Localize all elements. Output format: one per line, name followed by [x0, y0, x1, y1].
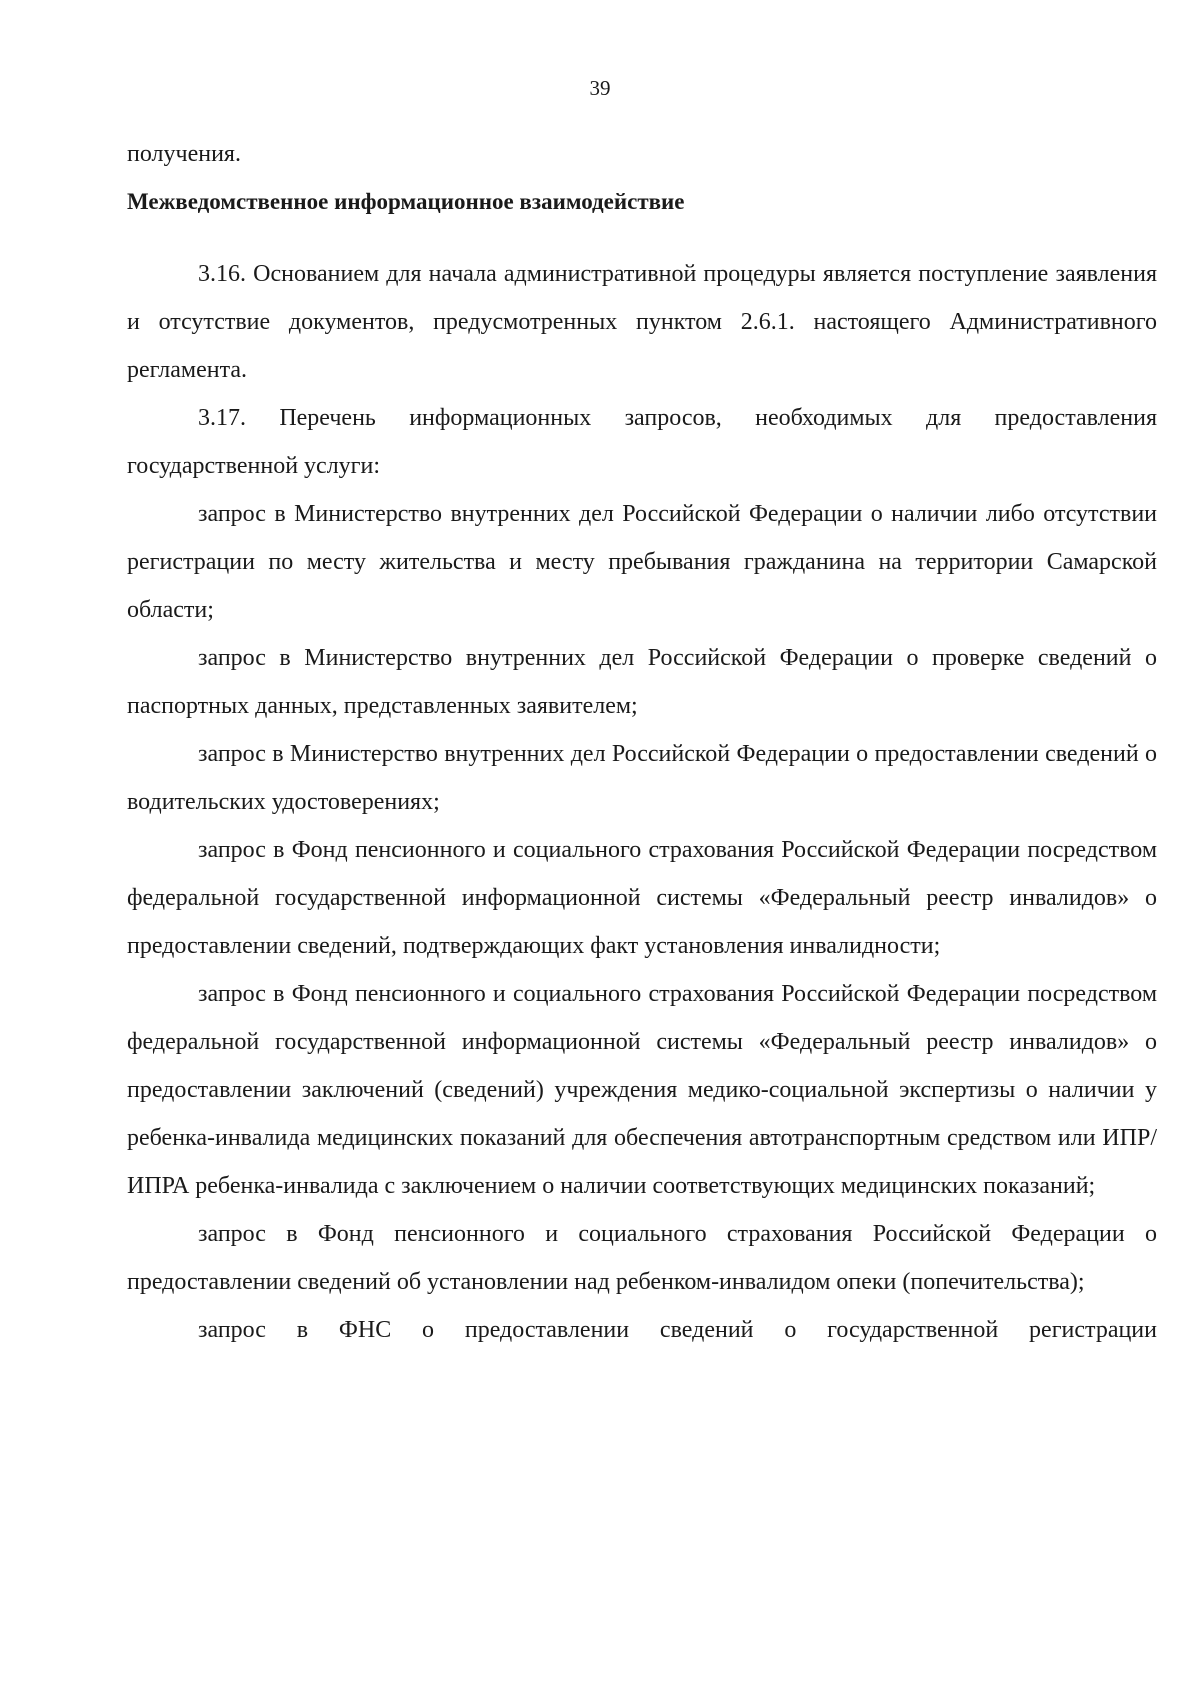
list-item-sfr-guardianship: запрос в Фонд пенсионного и социального страхования Российской Федерации о предоставлении сведений об установлении над ребенком-инвалидом опеки (попечительства);	[127, 1221, 1157, 1295]
list-item-fns-registration: запрос в ФНС о предоставлении сведений о государственной регистрации	[198, 1317, 1157, 1343]
page-number: 39	[589, 76, 611, 100]
list-item-mvd-driver-license: запрос в Министерство внутренних дел Российской Федерации о предоставлении сведений о водительских удостоверениях;	[127, 741, 1157, 815]
list-item-mvd-passport: запрос в Министерство внутренних дел Российской Федерации о проверке сведений о паспортных данных, представленных заявителем;	[127, 645, 1157, 719]
lead-fragment: получения.	[127, 141, 241, 167]
list-item-mvd-registration: запрос в Министерство внутренних дел Российской Федерации о наличии либо отсутствии регистрации по месту жительства и месту пребывания гражданина на территории Самарской области;	[127, 501, 1157, 623]
paragraph-3-16: 3.16. Основанием для начала административной процедуры является поступление заявления и отсутствие документов, предусмотренных пунктом 2.6.1. настоящего Административного регламента.	[127, 261, 1157, 383]
section-title: Межведомственное информационное взаимодействие	[127, 189, 685, 214]
document-body	[127, 130, 1157, 1354]
list-item-sfr-disability-fact: запрос в Фонд пенсионного и социального страхования Российской Федерации посредством федеральной государственной информационной системы «Федеральный реестр инвалидов» о предоставлении сведений, подтверждающих факт установления инвалидности;	[127, 837, 1157, 959]
paragraph-3-17: 3.17. Перечень информационных запросов, необходимых для предоставления государственной услуги:	[127, 405, 1157, 479]
list-item-sfr-medical-conclusion: запрос в Фонд пенсионного и социального страхования Российской Федерации посредством федеральной государственной информационной системы «Федеральный реестр инвалидов» о предоставлении заключений (сведений) учреждения медико-социальной экспертизы о наличии у ребенка-инвалида медицинских показаний для обеспечения автотранспортным средством или ИПР/ИПРА ребенка-инвалида с заключением о наличии соответствующих медицинских показаний;	[127, 981, 1157, 1199]
